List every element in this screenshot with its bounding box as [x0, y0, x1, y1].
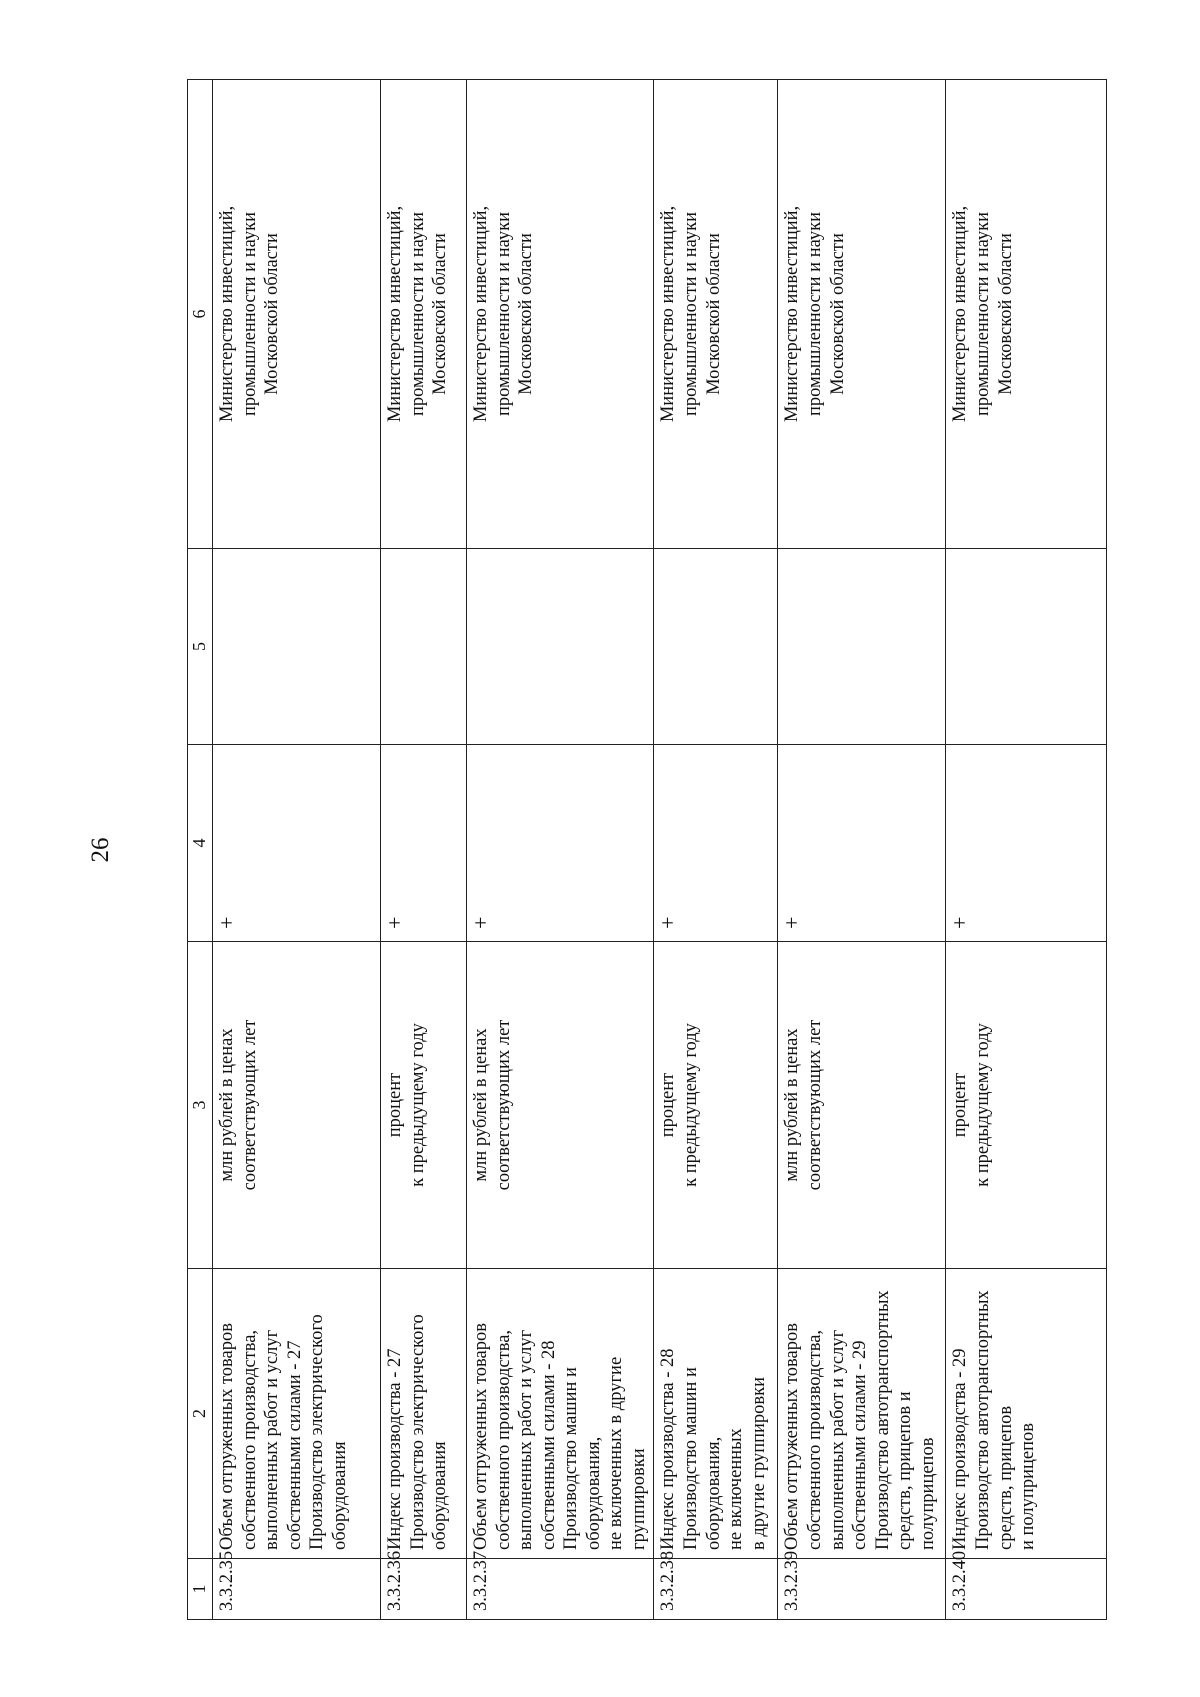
unit-line: соответствующих лет	[239, 1019, 260, 1191]
row-number: 3.3.2.39	[778, 1559, 946, 1620]
unit-line: соответствующих лет	[805, 1019, 826, 1191]
unit-cell	[654, 942, 778, 1269]
indicator-line: Объем отгруженных товаров	[470, 1323, 491, 1550]
row-number: 3.3.2.36	[380, 1559, 466, 1620]
unit-line: соответствующих лет	[493, 1019, 514, 1191]
indicator-cell	[466, 1269, 654, 1559]
indicator-line: не включенных в другие группировки	[606, 1356, 649, 1550]
empty-cell	[654, 549, 778, 745]
indicator-line: Объем отгруженных товаров	[216, 1323, 237, 1550]
responsible-line: промышленности и науки	[493, 211, 514, 417]
unit-line: млн рублей в ценах	[216, 1028, 237, 1182]
indicator-line: выполненных работ и услуг	[262, 1329, 283, 1550]
unit-line: процент	[658, 1072, 679, 1138]
rotated-table-wrapper	[187, 80, 1107, 1620]
header-cell: 1	[188, 1559, 213, 1620]
responsible-line: Министерство инвестиций,	[950, 205, 971, 423]
indicator-line: Производство электрического	[407, 1314, 428, 1550]
responsible-line: Министерство инвестиций,	[782, 205, 803, 423]
indicator-line: средств, прицепов	[995, 1405, 1016, 1550]
responsible-line: промышленности и науки	[805, 211, 826, 417]
responsible-cell	[466, 80, 654, 549]
unit-line: к предыдущему году	[973, 1023, 994, 1187]
indicator-line: собственного производства,	[493, 1329, 514, 1550]
responsible-cell	[778, 80, 946, 549]
unit-cell	[466, 942, 654, 1269]
indicator-line: Индекс производства - 28	[658, 1348, 679, 1550]
table-header-row	[188, 80, 213, 1620]
indicator-line: Производство машин и оборудования,	[681, 1367, 724, 1550]
empty-cell	[778, 549, 946, 745]
table-row	[212, 80, 380, 1620]
unit-cell	[212, 942, 380, 1269]
indicator-cell	[778, 1269, 946, 1559]
unit-line: млн рублей в ценах	[470, 1028, 491, 1182]
indicator-line: оборудования	[329, 1441, 350, 1550]
indicator-line: собственного производства,	[805, 1329, 826, 1550]
table-row	[946, 80, 1107, 1620]
indicator-line: оборудования	[430, 1441, 451, 1550]
plus-mark: +	[212, 745, 380, 942]
responsible-line: промышленности и науки	[239, 211, 260, 417]
row-number: 3.3.2.40	[946, 1559, 1107, 1620]
indicator-line: средств, прицепов и полуприцепов	[895, 1391, 938, 1550]
indicator-line: Производство машин и оборудования,	[561, 1367, 604, 1550]
indicator-line: Объем отгруженных товаров	[782, 1323, 803, 1550]
unit-line: к предыдущему году	[407, 1023, 428, 1187]
indicators-table	[187, 79, 1107, 1620]
unit-line: процент	[950, 1072, 971, 1138]
table-row	[380, 80, 466, 1620]
indicator-line: собственными силами - 27	[284, 1340, 305, 1550]
empty-cell	[466, 549, 654, 745]
header-cell: 5	[188, 549, 213, 745]
unit-cell	[778, 942, 946, 1269]
empty-cell	[380, 549, 466, 745]
responsible-line: Московской области	[703, 233, 724, 395]
row-number: 3.3.2.38	[654, 1559, 778, 1620]
header-cell: 4	[188, 745, 213, 942]
plus-mark: +	[466, 745, 654, 942]
header-cell: 2	[188, 1269, 213, 1559]
responsible-cell	[654, 80, 778, 549]
responsible-line: Министерство инвестиций,	[384, 205, 405, 423]
header-cell: 3	[188, 942, 213, 1269]
responsible-line: Московской области	[430, 233, 451, 395]
indicator-line: собственными силами - 29	[850, 1340, 871, 1550]
responsible-line: промышленности и науки	[407, 211, 428, 417]
indicator-line: Индекс производства - 27	[384, 1348, 405, 1550]
unit-line: к предыдущему году	[681, 1023, 702, 1187]
indicator-cell	[212, 1269, 380, 1559]
indicator-line: не включенных	[726, 1428, 747, 1550]
responsible-cell	[380, 80, 466, 549]
responsible-line: Московской области	[516, 233, 537, 395]
indicator-line: выполненных работ и услуг	[827, 1329, 848, 1550]
indicator-line: Производство автотранспортных	[973, 1290, 994, 1550]
plus-mark: +	[946, 745, 1107, 942]
indicator-cell	[654, 1269, 778, 1559]
responsible-line: Московской области	[262, 233, 283, 395]
empty-cell	[212, 549, 380, 745]
indicator-line: Производство электрического	[307, 1314, 328, 1550]
responsible-line: промышленности и науки	[681, 211, 702, 417]
indicator-cell	[380, 1269, 466, 1559]
indicator-cell	[946, 1269, 1107, 1559]
row-number: 3.3.2.35	[212, 1559, 380, 1620]
unit-line: млн рублей в ценах	[782, 1028, 803, 1182]
indicator-line: Индекс производства - 29	[950, 1348, 971, 1550]
unit-cell	[380, 942, 466, 1269]
empty-cell	[946, 549, 1107, 745]
table-row	[466, 80, 654, 1620]
plus-mark: +	[654, 745, 778, 942]
table-row	[778, 80, 946, 1620]
responsible-line: Московской области	[827, 233, 848, 395]
page-number: 26	[87, 837, 114, 863]
plus-mark: +	[380, 745, 466, 942]
unit-line: процент	[384, 1072, 405, 1138]
responsible-line: Московской области	[995, 233, 1016, 395]
responsible-line: Министерство инвестиций,	[658, 205, 679, 423]
responsible-line: промышленности и науки	[973, 211, 994, 417]
responsible-cell	[212, 80, 380, 549]
unit-cell	[946, 942, 1107, 1269]
indicator-line: выполненных работ и услуг	[516, 1329, 537, 1550]
indicator-line: в другие группировки	[748, 1376, 769, 1550]
responsible-line: Министерство инвестиций,	[216, 205, 237, 423]
indicator-line: Производство автотранспортных	[872, 1290, 893, 1550]
indicator-line: и полуприцепов	[1018, 1423, 1039, 1550]
responsible-line: Министерство инвестиций,	[470, 205, 491, 423]
responsible-cell	[946, 80, 1107, 549]
table-row	[654, 80, 778, 1620]
indicator-line: собственного производства,	[239, 1329, 260, 1550]
indicator-line: собственными силами - 28	[538, 1340, 559, 1550]
row-number: 3.3.2.37	[466, 1559, 654, 1620]
header-cell: 6	[188, 80, 213, 549]
plus-mark: +	[778, 745, 946, 942]
